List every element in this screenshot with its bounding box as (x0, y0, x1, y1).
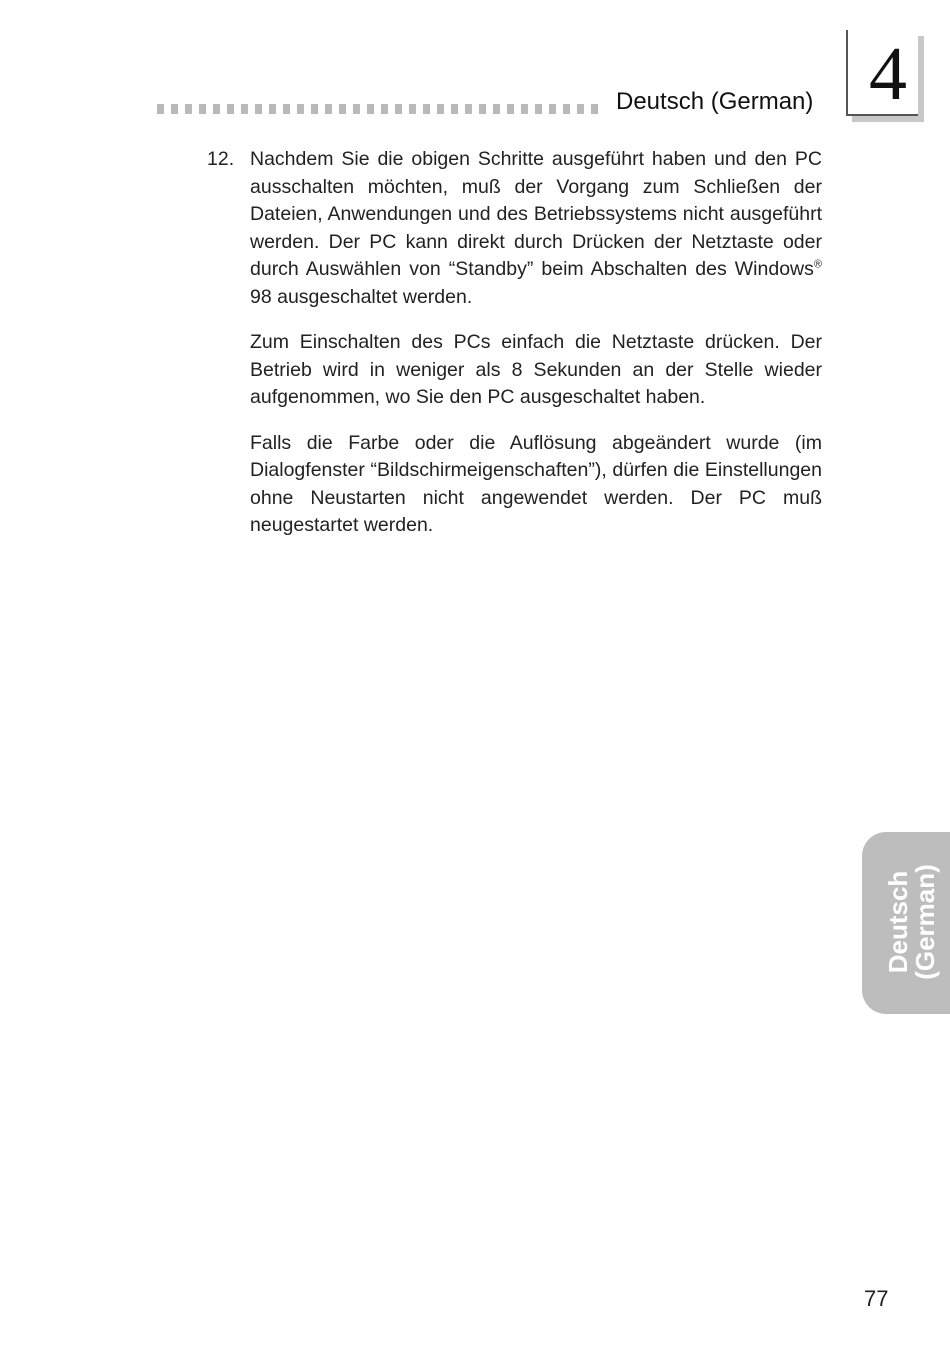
paragraph-3: Falls die Farbe oder die Auflösung abgeändert wurde (im Dialogfenster “Bildschirmeigenschaften”), dürfen die Einstellungen ohne Neustarten nicht angewendet werden. Der PC muß neugestartet werden. (250, 431, 822, 536)
header-dotted-rule (157, 104, 605, 114)
paragraph-2: Zum Einschalten des PCs einfach die Netztaste drücken. Der Betrieb wird in weniger als 8 Sekunden an der Stelle wieder aufgenommen, wo Sie den PC ausgeschaltet haben. (250, 331, 822, 408)
registered-mark: ® (813, 258, 822, 271)
chapter-number: 4 (869, 32, 907, 116)
page-number: 77 (864, 1286, 889, 1311)
language-side-tab-label (885, 864, 939, 980)
paragraph-1 (250, 146, 822, 311)
header-title: Deutsch (German) (616, 88, 814, 115)
list-item-number: 12. (207, 148, 235, 170)
paragraph-1-end: 98 ausgeschaltet werden. (250, 285, 473, 308)
side-tab-line-1: Deutsch (883, 870, 913, 974)
body-content (250, 146, 822, 558)
side-tab-line-2: (German) (910, 864, 940, 980)
paragraph-1-main: Nachdem Sie die obigen Schritte ausgeführt haben und den PC ausschalten möchten, muß der Vorgang zum Schließen der Dateien, Anwendungen und des Betriebssystems nicht ausgeführt werden. Der PC kann direkt durch Drücken der Netztaste oder durch Auswählen von “Standby” beim Abschalten des Windows (250, 148, 822, 280)
